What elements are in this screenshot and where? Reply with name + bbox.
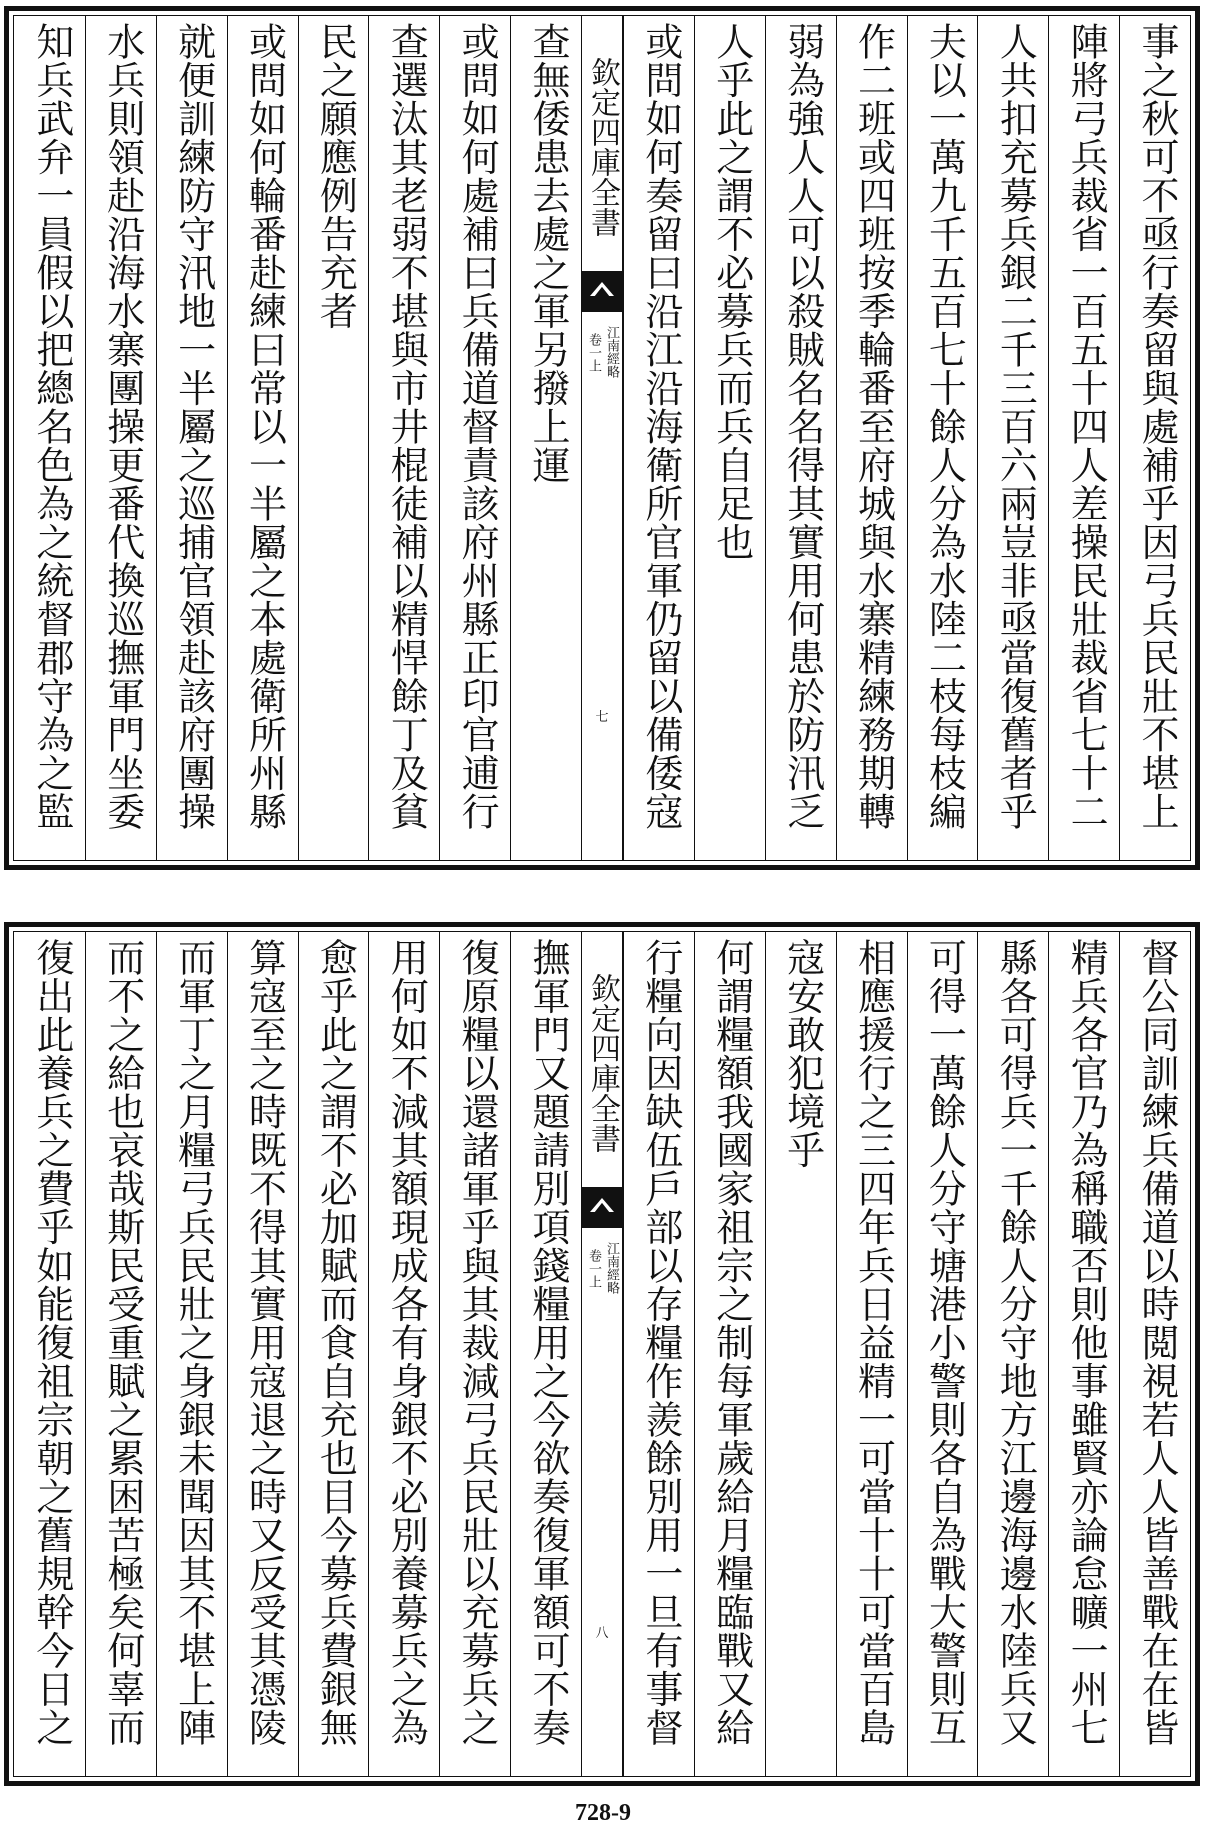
folio-number: 八 (595, 1626, 609, 1641)
top-text-column: 作二班或四班按季輪番至府城與水寨精練務期轉 (836, 16, 907, 860)
top-text-column: 事之秋可不亟行奏留與處補乎因弓兵民壯不堪上 (1119, 16, 1190, 860)
volume-label: 卷一上 (586, 1248, 601, 1288)
folio-number: 七 (595, 710, 609, 725)
top-text-column: 水兵則領赴沿海水寨團操更番代換巡撫軍門坐委 (85, 16, 156, 860)
top-text-column: 就便訓練防守汛地一半屬之巡捕官領赴該府團操 (156, 16, 227, 860)
volume-label: 卷一上 (586, 332, 601, 372)
bottom-text-column: 而不之給也哀哉斯民受重賦之累困苦極矣何辜而 (85, 932, 156, 1776)
top-text-column: 或問如何輪番赴練曰常以一半屬之本處衛所州縣 (227, 16, 298, 860)
bottom-text-column: 督公同訓練兵備道以時閲視若人人皆善戰在在皆 (1119, 932, 1190, 1776)
fish-tail-mark-icon (582, 272, 622, 312)
top-text-column: 人共扣充募兵銀二千三百六兩豈非亟當復舊者乎 (977, 16, 1048, 860)
bottom-text-column: 相應援行之三四年兵日益精一可當十十可當百島 (836, 932, 907, 1776)
top-center-strip (581, 16, 623, 860)
bottom-text-column: 算寇至之時既不得其實用寇退之時又反受其憑陵 (227, 932, 298, 1776)
top-page-frame (13, 15, 1191, 861)
top-text-column: 民之願應例告充者 (298, 16, 369, 860)
bottom-center-strip (581, 932, 623, 1776)
bottom-text-column: 復原糧以還諸軍乎與其裁減弓兵民壯以充募兵之 (439, 932, 510, 1776)
bottom-text-column: 愈乎此之謂不必加賦而食自充也目今募兵費銀無 (298, 932, 369, 1776)
top-text-column: 知兵武弁一員假以把總名色為之統督郡守為之監 (29, 22, 74, 831)
top-text-column: 弱為強人人可以殺賊名名得其實用何患於防汛乏 (765, 16, 836, 860)
bottom-page (4, 922, 1200, 1786)
book-name: 江南經略 (604, 326, 619, 378)
bottom-text-column: 而軍丁之月糧弓兵民壯之身銀未聞因其不堪上陣 (156, 932, 227, 1776)
book-name: 江南經略 (604, 1242, 619, 1294)
book-title: 欽定四庫全書 (582, 932, 622, 1188)
bottom-text-column: 可得一萬餘人分守塘港小警則各自為戰大警則互 (907, 932, 978, 1776)
book-volume (584, 1242, 620, 1294)
bottom-text-column: 縣各可得兵一千餘人分守地方江邊海邊水陸兵又 (977, 932, 1048, 1776)
top-text-column: 查無倭患去處之軍另撥上運 (510, 16, 581, 860)
bottom-text-column: 精兵各官乃為稱職否則他事雖賢亦論怠曠一州七 (1048, 932, 1119, 1776)
top-text-column: 陣將弓兵裁省一百五十四人差操民壯裁省七十二 (1048, 16, 1119, 860)
top-text-column: 或問如何處補曰兵備道督責該府州縣正印官逋行 (439, 16, 510, 860)
page-number: 728-9 (575, 1800, 631, 1826)
top-page (4, 6, 1200, 870)
bottom-text-column: 何謂糧額我國家祖宗之制每軍歲給月糧臨戰又給 (694, 932, 765, 1776)
bottom-text-column: 行糧向因缺伍戶部以存糧作羨餘別用一旦有事督 (623, 932, 694, 1776)
bottom-text-column: 撫軍門又題請別項錢糧用之今欲奏復軍額可不奏 (510, 932, 581, 1776)
top-text-column: 夫以一萬九千五百七十餘人分為水陸二枝每枝編 (907, 16, 978, 860)
bottom-page-frame (13, 931, 1191, 1777)
bottom-text-column: 復出此養兵之費乎如能復祖宗朝之舊規幹今日之 (29, 938, 74, 1747)
top-text-column: 或問如何奏留曰沿江沿海衛所官軍仍留以備倭寇 (623, 16, 694, 860)
top-text-column: 查選汰其老弱不堪與市井棍徒補以精悍餘丁及貧 (368, 16, 439, 860)
bottom-text-column: 用何如不減其額現成各有身銀不必別養募兵之為 (368, 932, 439, 1776)
book-title: 欽定四庫全書 (582, 16, 622, 272)
bottom-text-column: 寇安敢犯境乎 (765, 932, 836, 1776)
top-text-column: 人乎此之謂不必募兵而兵自足也 (694, 16, 765, 860)
fish-tail-mark-icon (582, 1188, 622, 1228)
book-volume (584, 326, 620, 378)
